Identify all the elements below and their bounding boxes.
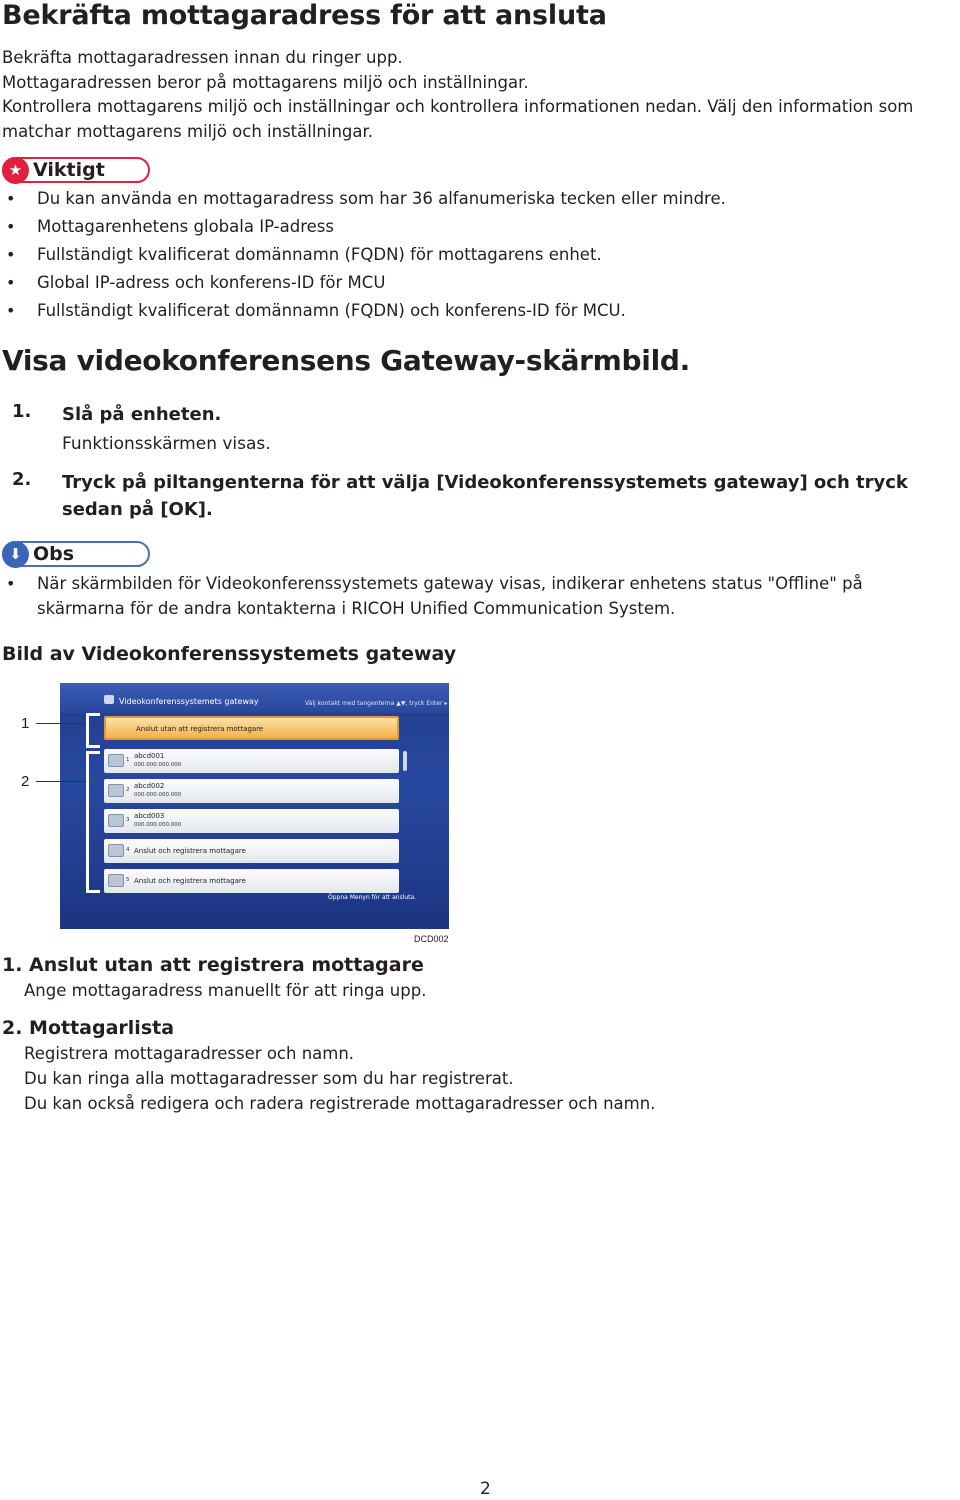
list-item: • Du kan använda en mottagaradress som har 36 alfanumeriska tecken eller mindre. (0, 186, 955, 211)
device-icon (108, 754, 124, 767)
definition-line: Ange mottagaradress manuellt för att ringa upp. (24, 981, 427, 1000)
intro-line: Mottagaradressen beror på mottagarens miljö och inställningar. (2, 72, 529, 92)
callout-line-2 (36, 781, 86, 782)
callout-line-1 (36, 723, 86, 724)
page-number: 2 (480, 1479, 491, 1499)
step-number: 1. (12, 401, 32, 422)
figure-code: DCD002 (414, 934, 449, 944)
important-list (0, 186, 955, 326)
intro-line: Kontrollera mottagarens miljö och inställningar och kontrollera informationen nedan. Välj den information som matchar mottagarens miljö och inställningar. (2, 97, 914, 141)
figure-caption: Bild av Videokonferenssystemets gateway (2, 643, 457, 665)
connect-without-register-row[interactable] (104, 716, 399, 740)
bullet-icon: • (6, 217, 16, 236)
important-label (2, 157, 150, 183)
definition-line: Du kan också redigera och radera registrerade mottagaradresser och namn. (24, 1094, 656, 1113)
callout-2: 2 (21, 773, 30, 790)
bullet-icon: • (6, 245, 16, 264)
step-1 (12, 401, 957, 454)
definition-line: Du kan ringa alla mottagaradresser som du har registrerat. (24, 1069, 514, 1088)
definition-line: Registrera mottagaradresser och namn. (24, 1044, 355, 1063)
screen-title: Videokonferenssystemets gateway (119, 697, 259, 706)
screen-title-bar (60, 683, 449, 713)
step-result: Funktionsskärmen visas. (62, 434, 271, 454)
scrollbar[interactable] (403, 751, 407, 771)
step-number: 2. (12, 469, 32, 490)
screen-title-icon (104, 695, 114, 704)
list-item: • Mottagarenhetens globala IP-adress (0, 214, 955, 239)
screen-footer: Öppna Menyn för att ansluta. (328, 894, 417, 901)
callout-1: 1 (21, 715, 30, 732)
arrow-down-icon: ⬇ (2, 541, 29, 568)
step-text: Slå på enheten. (62, 404, 222, 425)
callout-bracket-2 (86, 751, 100, 893)
section-title: Visa videokonferensens Gateway-skärmbild. (2, 344, 690, 377)
list-item: • Global IP-adress och konferens-ID för MCU (0, 270, 955, 295)
contact-row[interactable]: 3 abcd003 000.000.000.000 (104, 809, 399, 833)
definition-heading: 1. Anslut utan att registrera mottagare (2, 954, 424, 976)
device-icon (108, 814, 124, 827)
definition-2 (2, 1015, 942, 1116)
definition-1 (2, 952, 942, 1003)
device-icon (108, 844, 124, 857)
step-2 (12, 469, 957, 523)
list-item: • Fullständigt kvalificerat domännamn (FQDN) och konferens-ID för MCU. (0, 298, 955, 323)
device-icon (108, 784, 124, 797)
list-item: • Fullständigt kvalificerat domännamn (FQDN) för mottagarens enhet. (0, 242, 955, 267)
contact-row[interactable]: 4 Anslut och registrera mottagare (104, 839, 399, 863)
intro-text (2, 46, 957, 144)
screen-hint: Välj kontakt med tangenterna ▲▼, tryck Enter ▸ (305, 700, 448, 707)
contact-row[interactable]: 5 Anslut och registrera mottagare (104, 869, 399, 893)
note-label-text: Obs (33, 543, 75, 565)
intro-line: Bekräfta mottagaradressen innan du ringer upp. (2, 48, 403, 67)
important-label-text: Viktigt (33, 159, 105, 181)
bullet-icon: • (6, 574, 16, 593)
bullet-icon: • (6, 189, 16, 208)
bullet-icon: • (6, 301, 16, 320)
callout-bracket-1 (86, 713, 100, 748)
row-label: Anslut utan att registrera mottagare (136, 725, 264, 733)
definition-heading: 2. Mottagarlista (2, 1017, 175, 1039)
gateway-screen-image (60, 683, 449, 929)
page-title: Bekräfta mottagaradress för att ansluta (2, 0, 607, 31)
list-item: • När skärmbilden för Videokonferenssystemets gateway visas, indikerar enhetens status "Offline" på skärmarna för de andra kontakterna i RICOH Unified Communication System. (0, 571, 955, 621)
contact-row[interactable]: 1 abcd001 000.000.000.000 (104, 749, 399, 773)
star-icon: ★ (2, 157, 29, 184)
device-icon (108, 874, 124, 887)
note-list (0, 571, 955, 621)
step-text: Tryck på piltangenterna för att välja [Videokonferenssystemets gateway] och tryck sedan på [OK]. (62, 472, 908, 520)
note-label (2, 541, 150, 567)
contact-row[interactable]: 2 abcd002 000.000.000.000 (104, 779, 399, 803)
bullet-icon: • (6, 273, 16, 292)
